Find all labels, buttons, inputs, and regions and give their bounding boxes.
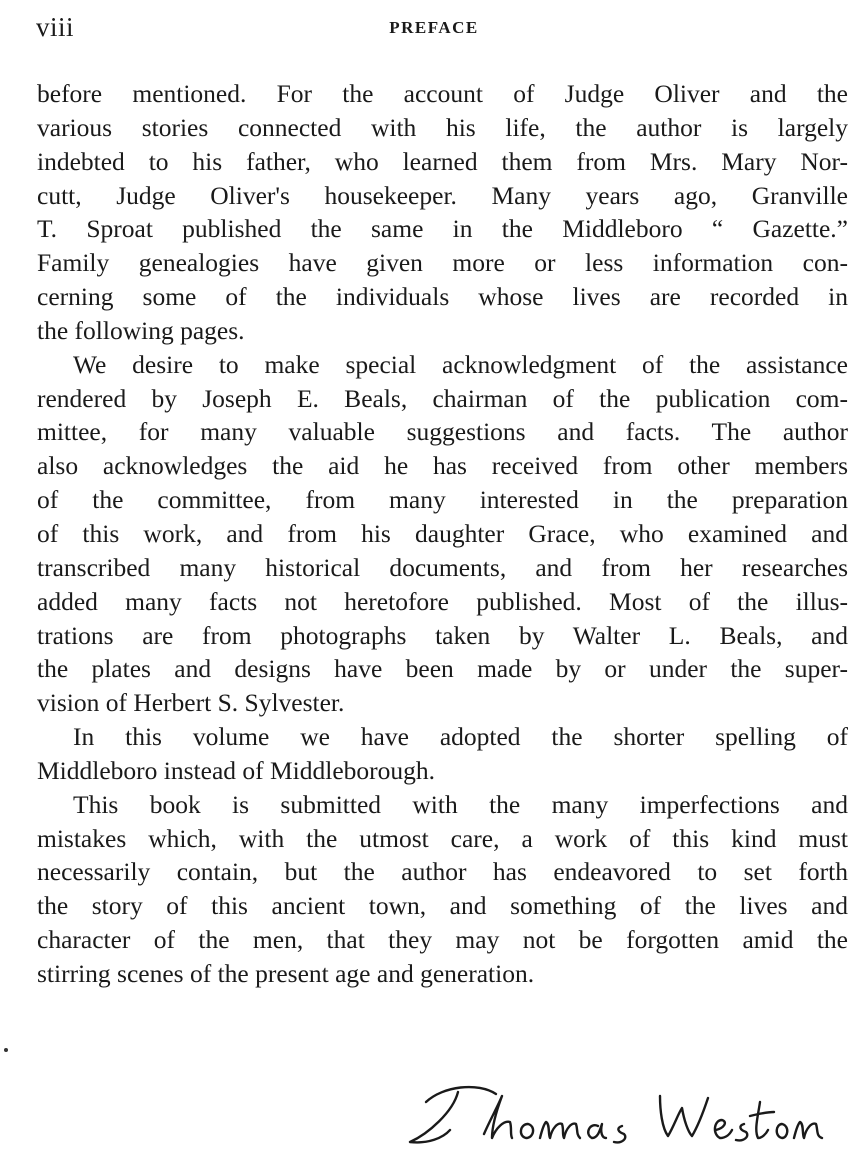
text-line: transcribed many historical documents, and from her researches (37, 552, 848, 582)
signature-stroke (750, 1112, 774, 1116)
text-line: mistakes which, with the utmost care, a work of this kind must (37, 823, 848, 853)
text-line: T. Sproat published the same in the Middleboro “ Gazette.” (37, 214, 848, 244)
text-line: trations are from photographs taken by Walter L. Beals, and (37, 620, 848, 650)
text-line: necessarily contain, but the author has endeavored to set forth (37, 857, 848, 887)
text-line: rendered by Joseph E. Beals, chairman of the publication com- (37, 383, 848, 413)
paragraph-2 (37, 348, 848, 720)
signature-stroke (588, 1124, 606, 1138)
text-line: the following pages. (37, 315, 245, 345)
signature-stroke (426, 1087, 496, 1102)
text-line: the story of this ancient town, and something of the lives and (37, 891, 848, 921)
text-line: This book is submitted with the many imperfections and (73, 789, 848, 819)
signature-stroke (756, 1102, 768, 1138)
text-line: the plates and designs have been made by or under the super- (37, 654, 848, 684)
text-line: character of the men, that they may not be forgotten amid the (37, 925, 848, 955)
signature-stroke (794, 1122, 822, 1138)
text-line: cerning some of the individuals whose lives are recorded in (37, 282, 848, 312)
stray-ink-dot (4, 1048, 8, 1052)
text-line: stirring scenes of the present age and generation. (37, 958, 535, 988)
text-line: We desire to make special acknowledgment of the assistance (73, 349, 848, 379)
signature-stroke (660, 1096, 708, 1136)
text-line: mittee, for many valuable suggestions and facts. The author (37, 417, 848, 447)
text-line: In this volume we have adopted the shorter spelling of (73, 722, 848, 752)
text-line: before mentioned. For the account of Judge Oliver and the (37, 79, 848, 108)
text-line: Middleboro instead of Middleborough. (37, 755, 436, 785)
text-line: also acknowledges the aid he has received from other members (37, 451, 848, 481)
signature-stroke (521, 1124, 533, 1138)
text-line: Family genealogies have given more or less information con- (37, 248, 848, 278)
text-line: various stories connected with his life, the author is largely (37, 112, 848, 142)
text-line: cutt, Judge Oliver's housekeeper. Many years ago, Granville (37, 180, 848, 210)
signature-stroke (540, 1122, 580, 1138)
signature-stroke (736, 1124, 747, 1140)
signature-stroke (410, 1092, 458, 1142)
preface-body (37, 77, 848, 991)
paragraph-1 (37, 77, 848, 348)
text-line: of this work, and from his daughter Grace, who examined and (37, 518, 848, 548)
text-line: indebted to his father, who learned them from Mrs. Mary Nor- (37, 146, 848, 176)
signature-stroke (715, 1120, 732, 1138)
signature-stroke (484, 1096, 512, 1138)
running-head-title: PREFACE (389, 18, 479, 37)
signature (398, 1072, 828, 1164)
paragraph-3 (37, 720, 848, 788)
signature-stroke (777, 1124, 788, 1138)
signature-stroke (614, 1126, 625, 1142)
running-head (36, 12, 832, 46)
text-line: added many facts not heretofore published. Most of the illus- (37, 586, 848, 616)
paragraph-4 (37, 788, 848, 991)
text-line: vision of Herbert S. Sylvester. (37, 688, 345, 718)
text-line: of the committee, from many interested in the preparation (37, 485, 848, 515)
page-number: viii (36, 12, 75, 42)
